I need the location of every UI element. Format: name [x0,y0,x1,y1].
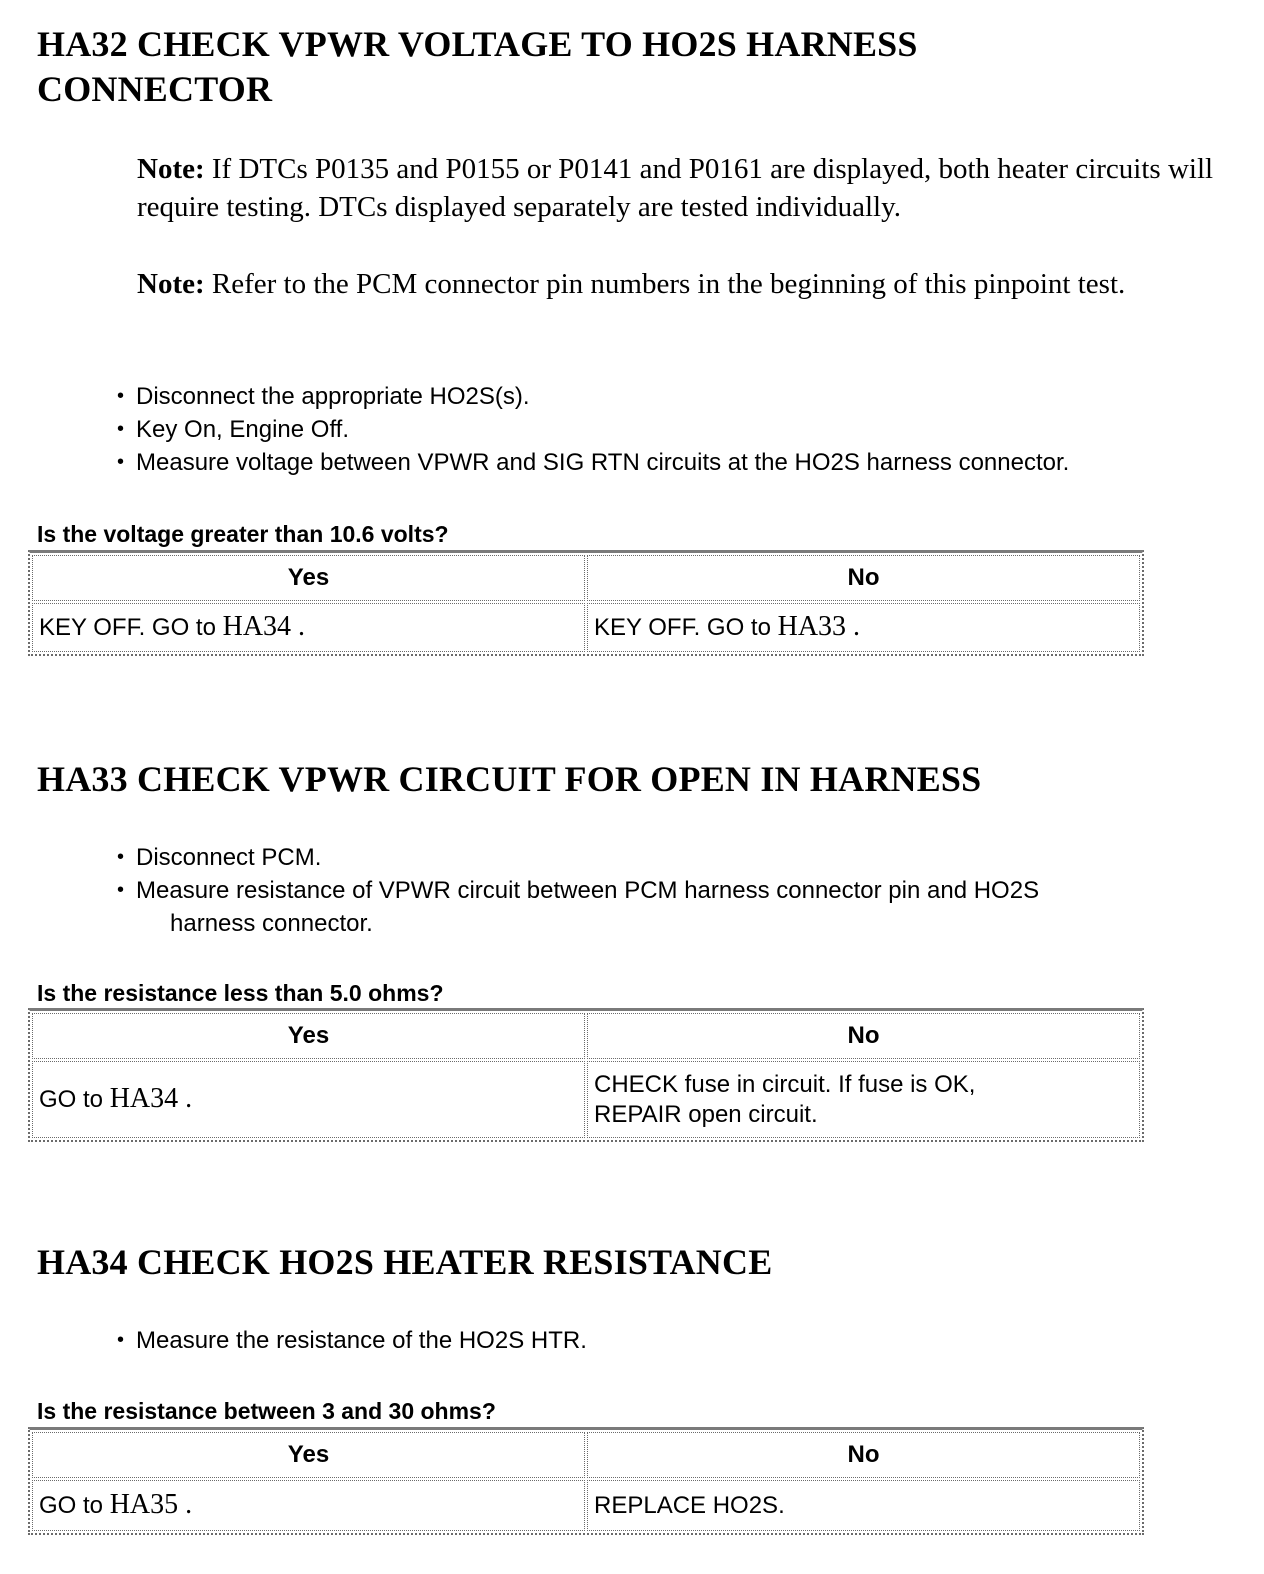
yes-cell: KEY OFF. GO to HA34 . [32,603,585,652]
yes-header: Yes [32,1432,585,1478]
step-list-ha32 [117,380,1257,479]
yes-no-table-ha34 [28,1427,1144,1535]
yes-cell: GO to HA35 . [32,1480,585,1531]
no-header: No [587,1013,1140,1059]
section-heading-ha34: HA34 CHECK HO2S HEATER RESISTANCE [37,1242,773,1282]
bullet-icon: • [117,846,125,868]
step-list-ha33 [117,841,1257,940]
note-text: If DTCs P0135 and P0155 or P0141 and P0161 are displayed, both heater circuits will require testing. DTCs displayed separately are tested individually. [137,153,1214,223]
table-row [32,1480,1140,1531]
bullet-icon: • [117,385,125,407]
yes-header: Yes [32,1013,585,1059]
no-header: No [587,555,1140,601]
question-ha33: Is the resistance less than 5.0 ohms? [37,980,444,1006]
question-ha32: Is the voltage greater than 10.6 volts? [37,521,449,547]
section-heading-ha32: HA32 CHECK VPWR VOLTAGE TO HO2S HARNESS CONNECTOR [37,24,918,109]
note-pcm-pins [137,265,1227,303]
no-cell: CHECK fuse in circuit. If fuse is OK, REPAIR open circuit. [587,1061,1140,1138]
bullet-icon: • [117,451,125,473]
list-item: • Measure resistance of VPWR circuit between PCM harness connector pin and HO2S harness connector. [117,874,1257,940]
list-item: • Measure voltage between VPWR and SIG RTN circuits at the HO2S harness connector. [117,446,1257,479]
note-label: Note: [137,153,205,185]
list-item: • Disconnect the appropriate HO2S(s). [117,380,1257,413]
step-link-ha33[interactable]: HA33 . [777,611,861,643]
note-dtc-testing [137,150,1227,226]
yes-cell: GO to HA34 . [32,1061,585,1138]
section-heading-ha33: HA33 CHECK VPWR CIRCUIT FOR OPEN IN HARNESS [37,759,982,799]
bullet-icon: • [117,879,125,901]
question-ha34: Is the resistance between 3 and 30 ohms? [37,1398,496,1424]
step-link-ha34[interactable]: HA34 . [222,611,306,643]
bullet-icon: • [117,1329,125,1351]
step-link-ha35[interactable]: HA35 . [109,1489,193,1521]
yes-no-table-ha32 [28,550,1144,656]
table-header-row [32,1013,1140,1059]
list-item: • Disconnect PCM. [117,841,1257,874]
no-cell: KEY OFF. GO to HA33 . [587,603,1140,652]
note-text: Refer to the PCM connector pin numbers in the beginning of this pinpoint test. [204,268,1126,300]
table-header-row [32,555,1140,601]
step-list-ha34 [117,1324,1257,1357]
no-header: No [587,1432,1140,1478]
table-row [32,603,1140,652]
yes-no-table-ha33 [28,1008,1144,1142]
no-cell: REPLACE HO2S. [587,1480,1140,1531]
table-header-row [32,1432,1140,1478]
step-link-ha34[interactable]: HA34 . [109,1083,193,1115]
note-label: Note: [137,268,205,300]
table-row [32,1061,1140,1138]
list-item: • Measure the resistance of the HO2S HTR. [117,1324,1257,1357]
list-item: • Key On, Engine Off. [117,413,1257,446]
bullet-icon: • [117,418,125,440]
yes-header: Yes [32,555,585,601]
